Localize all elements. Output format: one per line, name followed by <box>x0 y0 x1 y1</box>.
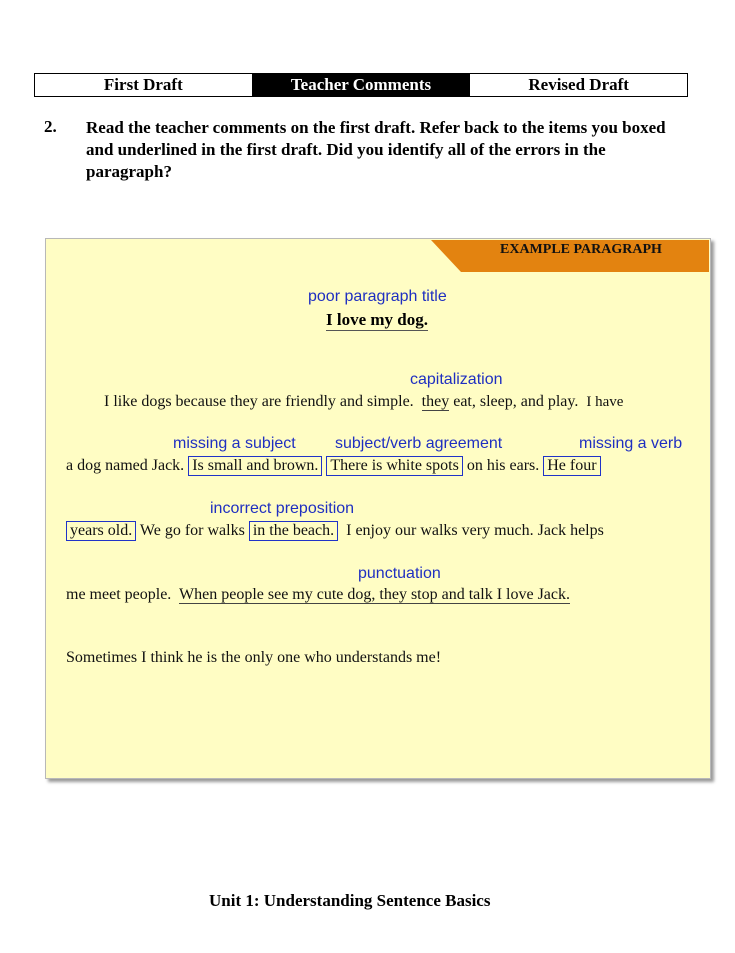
question-text: Read the teacher comments on the first draft. Refer back to the items you boxed and underlined in the first draft. Did you identify all of the errors in the paragraph? <box>86 118 666 181</box>
error-missing-verb-cont: years old. <box>66 521 136 541</box>
error-punctuation: When people see my cute dog, they stop and talk I love Jack. <box>179 586 571 603</box>
line3-text-b: I enjoy our walks very much. Jack helps <box>346 522 604 539</box>
paragraph-line-1 <box>104 393 623 411</box>
line2-text-b: on his ears. <box>466 457 540 474</box>
example-banner-label: EXAMPLE PARAGRAPH <box>500 242 662 257</box>
line2-text-a: a dog named Jack. <box>66 457 185 474</box>
error-missing-subject: Is small and brown. <box>188 456 322 476</box>
error-capitalization: they <box>421 393 450 410</box>
paragraph-line-5: Sometimes I think he is the only one who understands me! <box>66 649 442 666</box>
paragraph-line-3 <box>66 521 604 541</box>
question-number: 2. <box>44 117 57 136</box>
comment-title: poor paragraph title <box>308 288 447 305</box>
comment-capitalization: capitalization <box>410 371 503 388</box>
tab-first-draft[interactable]: First Draft <box>35 74 253 96</box>
line1-text-c: I have <box>586 394 624 410</box>
comment-subject-verb: subject/verb agreement <box>335 435 503 452</box>
error-missing-verb: He four <box>543 456 600 476</box>
line1-text-a: I like dogs because they are friendly and simple. <box>104 393 414 410</box>
comment-punctuation: punctuation <box>358 565 441 582</box>
paragraph-line-4 <box>66 586 570 604</box>
line4-text-a: me meet people. <box>66 586 172 603</box>
tab-teacher-comments[interactable]: Teacher Comments <box>253 74 471 96</box>
line3-text-a: We go for walks <box>139 522 245 539</box>
comment-missing-subject: missing a subject <box>173 435 296 452</box>
page-footer: Unit 1: Understanding Sentence Basics <box>209 891 491 910</box>
error-subject-verb: There is white spots <box>326 456 462 476</box>
paragraph-title: I love my dog. <box>326 310 428 329</box>
comment-preposition: incorrect preposition <box>210 500 355 517</box>
line1-text-b: eat, sleep, and play. <box>453 393 579 410</box>
tab-revised-draft[interactable]: Revised Draft <box>528 75 629 94</box>
paragraph-line-2 <box>66 456 601 476</box>
error-preposition: in the beach. <box>249 521 338 541</box>
draft-tabs <box>34 73 688 97</box>
comment-missing-verb: missing a verb <box>579 435 683 452</box>
